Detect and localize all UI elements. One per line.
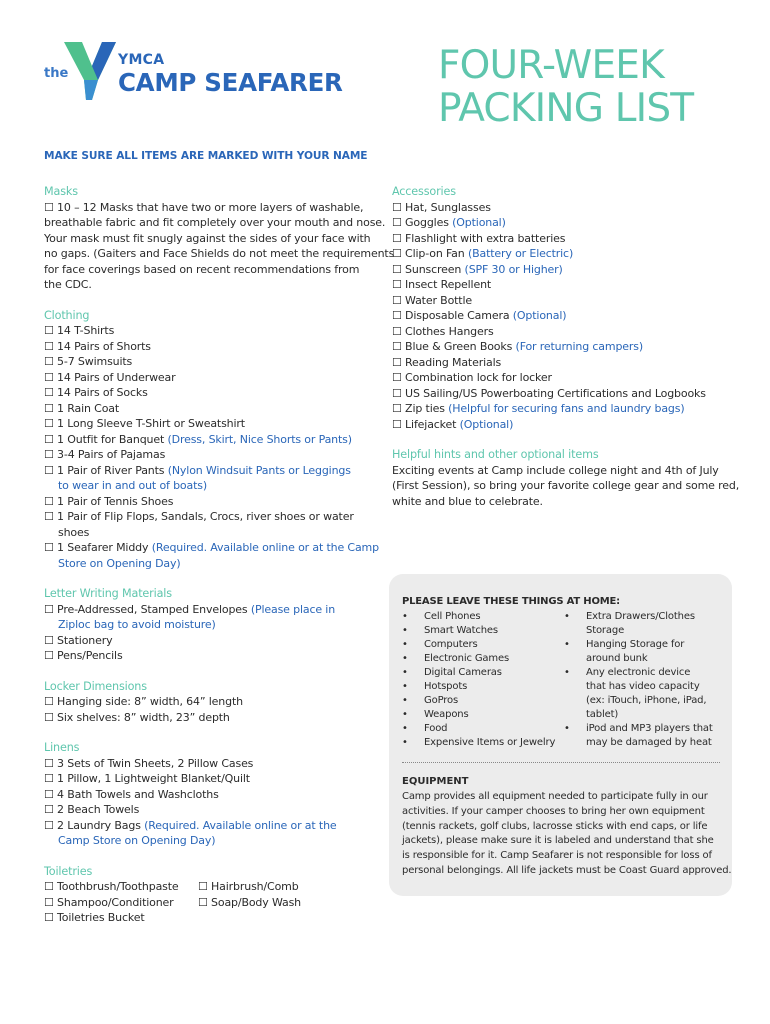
fan-label: ☐ Clip-on Fan	[392, 247, 468, 260]
accessory-item-sunscreen	[392, 262, 732, 278]
banquet-label: ☐ 1 Outfit for Banquet	[44, 432, 168, 446]
leave-item: • Cell Phones	[402, 611, 481, 622]
clothing-item-middy	[44, 540, 390, 556]
equipment-line: (tennis rackets, golf clubs, lacrosse sticks with end caps, or life	[402, 820, 708, 832]
left-column	[44, 184, 395, 926]
laundry-note: (Required. Available online or at the	[144, 818, 337, 832]
dotted-divider	[402, 762, 720, 763]
leave-item: • Digital Cameras	[402, 667, 502, 678]
linens-heading: Linens	[44, 741, 80, 754]
locker-item: ☐ Hanging side: 8” width, 64” length	[44, 695, 243, 708]
sunscreen-note: (SPF 30 or Higher)	[464, 262, 563, 276]
title-line-2: PACKING LIST	[438, 86, 694, 131]
middy-label: ☐ 1 Seafarer Middy	[44, 541, 152, 554]
title-line-1: FOUR-WEEK	[438, 43, 664, 88]
leave-item: • Extra Drawers/Clothes	[564, 611, 695, 622]
masks-line: breathable fabric and fit completely over your mouth and nose.	[44, 216, 386, 229]
leave-at-home-list-1	[402, 610, 555, 750]
hints-line: Exciting events at Camp include college night and 4th of July	[392, 463, 719, 477]
clothing-item-cont: shoes	[58, 525, 90, 539]
linens-item-laundry	[44, 818, 390, 834]
right-column	[392, 184, 740, 509]
laundry-note-cont: Camp Store on Opening Day)	[58, 834, 216, 847]
accessory-item-lifejacket	[392, 417, 732, 433]
river-pants-note: (Nylon Windsuit Pants or Leggings	[167, 463, 351, 477]
accessory-item-goggles	[392, 215, 732, 231]
ymca-y-icon	[62, 40, 118, 102]
goggles-label: ☐ Goggles	[392, 216, 453, 229]
leave-item: • Expensive Items or Jewelry	[402, 737, 556, 748]
masks-heading: Masks	[44, 185, 78, 198]
accessory-item-books	[392, 339, 732, 355]
toiletries-heading: Toiletries	[44, 864, 93, 878]
laundry-label: ☐ 2 Laundry Bags	[44, 818, 145, 832]
zipties-note: (Helpful for securing fans and laundry bags)	[448, 402, 685, 415]
mark-items-note: MAKE SURE ALL ITEMS ARE MARKED WITH YOUR NAME	[44, 150, 368, 162]
linens-item: ☐ 2 Beach Towels	[44, 803, 140, 816]
accessory-item: ☐ Reading Materials	[392, 355, 502, 369]
accessories-heading: Accessories	[392, 185, 456, 198]
lifejacket-note: (Optional)	[459, 417, 514, 431]
leave-at-home-box	[389, 574, 732, 896]
clothing-item-banquet	[44, 432, 390, 448]
equipment-line: activities. If your camper chooses to bring her own equipment	[402, 805, 705, 817]
leave-item-cont: Storage	[586, 625, 625, 636]
clothing-item: ☐ 14 Pairs of Shorts	[44, 339, 151, 353]
equipment-line: jackets), please make sure it is labeled and understand that she	[402, 835, 714, 847]
river-pants-label: ☐ 1 Pair of River Pants	[44, 463, 168, 477]
camera-label: ☐ Disposable Camera	[392, 309, 513, 322]
accessory-item: ☐ US Sailing/US Powerboating Certifications and Logbooks	[392, 386, 706, 400]
clothing-item: ☐ 1 Pair of Flip Flops, Sandals, Crocs, river shoes or water	[44, 510, 354, 523]
hints-line: white and blue to celebrate.	[392, 494, 543, 508]
leave-item: • Computers	[402, 639, 478, 650]
envelopes-label: ☐ Pre-Addressed, Stamped Envelopes	[44, 602, 251, 616]
leave-item-cont: that has video capacity	[586, 681, 700, 692]
masks-line: no gaps. (Gaiters and Face Shields do not meet the requirements	[44, 247, 395, 260]
envelopes-note-cont: Ziploc bag to avoid moisture)	[58, 618, 216, 631]
leave-item: • GoPros	[402, 695, 459, 706]
books-label: ☐ Blue & Green Books	[392, 340, 516, 353]
linens-item: ☐ 1 Pillow, 1 Lightweight Blanket/Quilt	[44, 772, 250, 785]
logo-camp-name: CAMP SEAFARER	[118, 68, 343, 97]
toiletries-item: ☐ Shampoo/Conditioner	[44, 895, 174, 909]
clothing-item: ☐ 1 Pair of Tennis Shoes	[44, 494, 174, 508]
masks-line: the CDC.	[44, 278, 92, 291]
leave-item: • Electronic Games	[402, 653, 510, 664]
leave-item: • Any electronic device	[564, 667, 691, 678]
leave-item-cont: may be damaged by heat	[586, 737, 712, 748]
clothing-heading: Clothing	[44, 308, 90, 322]
clothing-item: ☐ 5-7 Swimsuits	[44, 355, 133, 368]
linens-item: ☐ 4 Bath Towels and Washcloths	[44, 787, 219, 801]
locker-heading: Locker Dimensions	[44, 679, 147, 693]
logo-the-text: the	[44, 66, 69, 81]
banquet-note: (Dress, Skirt, Nice Shorts or Pants)	[167, 432, 352, 446]
leave-item: • Smart Watches	[402, 625, 498, 636]
middy-note-cont: Store on Opening Day)	[58, 556, 181, 570]
clothing-item-river-pants	[44, 463, 390, 479]
leave-item: • Hanging Storage for	[564, 639, 685, 650]
lifejacket-label: ☐ Lifejacket	[392, 417, 460, 431]
toiletries-item: ☐ Soap/Body Wash	[198, 895, 301, 909]
accessory-item: ☐ Hat, Sunglasses	[392, 200, 491, 214]
clothing-item: ☐ 1 Long Sleeve T-Shirt or Sweatshirt	[44, 417, 245, 430]
books-note: (For returning campers)	[515, 340, 644, 353]
equipment-line: is responsible for it. Camp Seafarer is not responsible for loss of	[402, 850, 712, 862]
toiletries-row	[44, 879, 390, 895]
hints-line: (First Session), so bring your favorite college gear and some red,	[392, 479, 740, 492]
leave-item: • iPod and MP3 players that	[564, 723, 713, 734]
letters-item: ☐ Stationery	[44, 633, 113, 647]
middy-note: (Required. Available online or at the Camp	[151, 541, 379, 554]
letters-item: ☐ Pens/Pencils	[44, 649, 123, 662]
accessory-item: ☐ Combination lock for locker	[392, 371, 552, 384]
toiletries-item: ☐ Toothbrush/Toothpaste	[44, 880, 179, 893]
equipment-line: Camp provides all equipment needed to participate fully in our	[402, 791, 708, 802]
leave-item-cont: tablet)	[586, 709, 619, 720]
accessory-item: ☐ Water Bottle	[392, 293, 472, 307]
equipment-line: personal belongings. All life jackets must be Coast Guard approved.	[402, 864, 732, 876]
toiletries-row	[44, 895, 390, 911]
equipment-heading: EQUIPMENT	[402, 776, 469, 787]
toiletries-item: ☐ Toiletries Bucket	[44, 911, 145, 924]
ymca-camp-seafarer-logo	[44, 40, 344, 110]
equipment-text	[402, 790, 731, 879]
hints-heading: Helpful hints and other optional items	[392, 448, 599, 461]
masks-line: ☐ 10 – 12 Masks that have two or more layers of washable,	[44, 200, 364, 214]
masks-line: Your mask must fit snugly against the sides of your face with	[44, 231, 371, 245]
accessory-item: ☐ Flashlight with extra batteries	[392, 231, 566, 245]
letters-heading: Letter Writing Materials	[44, 587, 172, 600]
accessory-item: ☐ Clothes Hangers	[392, 324, 494, 338]
toiletries-item: ☐ Hairbrush/Comb	[198, 880, 299, 893]
accessory-item-fan	[392, 246, 732, 262]
clothing-item: ☐ 14 T-Shirts	[44, 324, 115, 337]
sunscreen-label: ☐ Sunscreen	[392, 262, 465, 276]
leave-item-cont: (ex: iTouch, iPhone, iPad,	[586, 695, 707, 706]
accessory-item-zipties	[392, 401, 732, 417]
leave-item-cont: around bunk	[586, 653, 648, 664]
envelopes-note: (Please place in	[250, 602, 336, 616]
leave-item: • Hotspots	[402, 681, 468, 692]
fan-note: (Battery or Electric)	[467, 247, 574, 260]
clothing-item: ☐ 1 Rain Coat	[44, 401, 120, 415]
leave-at-home-heading: PLEASE LEAVE THESE THINGS AT HOME:	[402, 596, 620, 607]
camera-note: (Optional)	[512, 309, 567, 322]
accessory-item: ☐ Insect Repellent	[392, 278, 492, 291]
leave-at-home-list-2	[564, 610, 713, 750]
leave-item: • Weapons	[402, 709, 469, 720]
page-title	[438, 44, 693, 130]
masks-line: for face coverings based on recent recommendations from	[44, 262, 360, 276]
leave-item: • Food	[402, 723, 448, 734]
locker-item: ☐ Six shelves: 8” width, 23” depth	[44, 710, 230, 724]
clothing-item: ☐ 14 Pairs of Socks	[44, 386, 148, 399]
accessory-item-camera	[392, 308, 732, 324]
goggles-note: (Optional)	[452, 216, 506, 229]
letters-item-envelopes	[44, 602, 390, 618]
river-pants-note-cont: to wear in and out of boats)	[58, 479, 207, 492]
linens-item: ☐ 3 Sets of Twin Sheets, 2 Pillow Cases	[44, 756, 254, 770]
clothing-item: ☐ 3-4 Pairs of Pajamas	[44, 448, 166, 461]
clothing-item: ☐ 14 Pairs of Underwear	[44, 370, 176, 384]
logo-ymca-text: YMCA	[118, 52, 165, 68]
zipties-label: ☐ Zip ties	[392, 402, 449, 415]
